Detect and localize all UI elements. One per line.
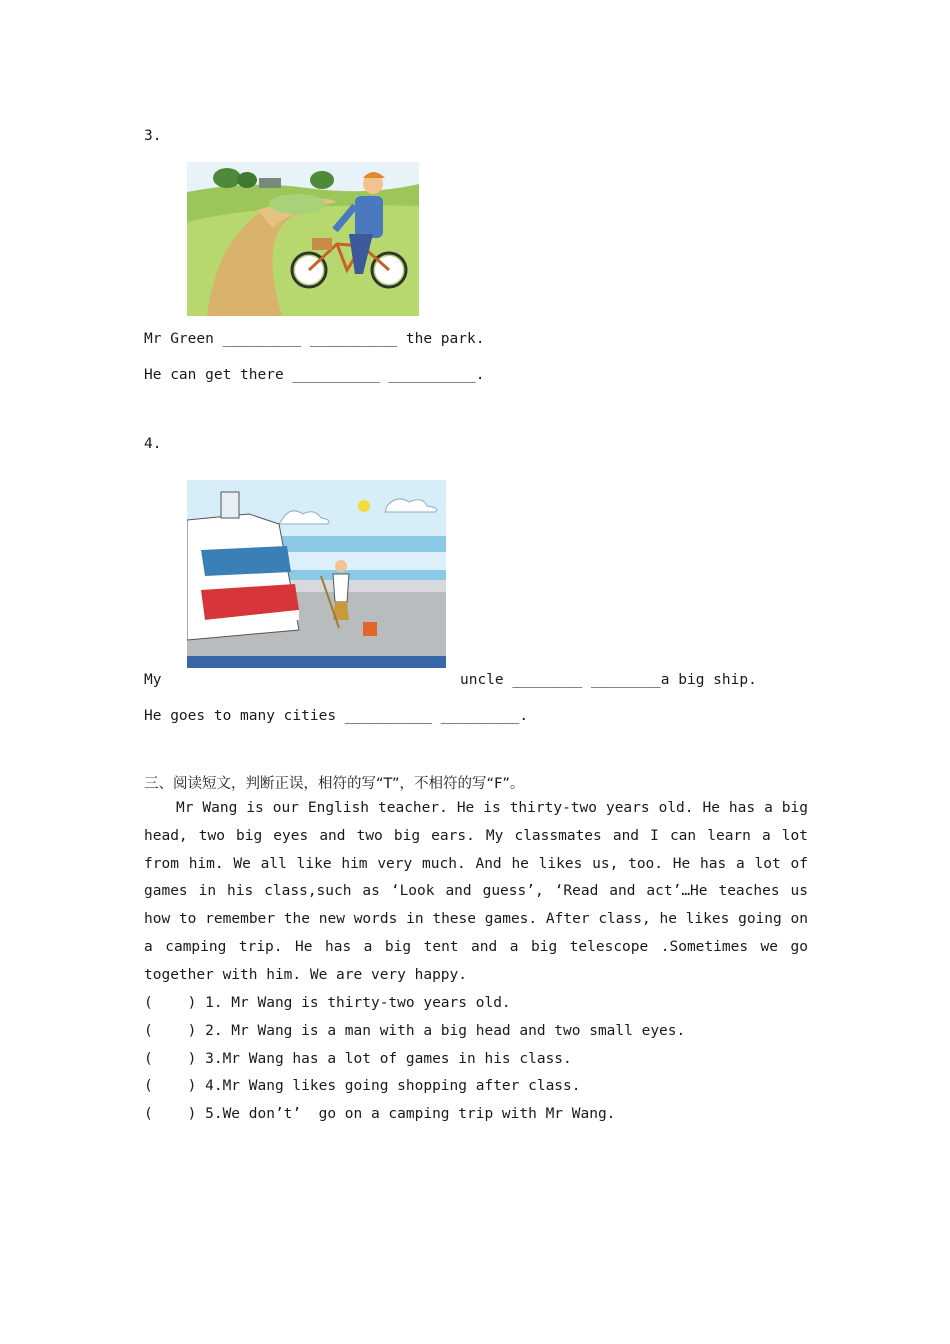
question-item-2: ( ) 2. Mr Wang is a man with a big head and two small eyes. <box>144 1023 686 1039</box>
question-3-number: 3. <box>144 128 162 144</box>
cycling-illustration <box>187 162 419 316</box>
question-4-line-2: He goes to many cities __________ _________. <box>144 708 529 724</box>
section-3-heading: 三、阅读短文，判断正误，相符的写“T”，不相符的写“F”。 <box>144 776 525 792</box>
reading-passage-text: Mr Wang is our English teacher. He is thirty-two years old. He has a big head, two big eyes and two big ears. My classmates and I can learn a lot from him. We all like him very much. And he likes us, too. He has a lot of games in his class,such as ‘Look and guess’, ‘Read and act’…He teaches us how to remember the new words in these games. After class, he likes going on a camping trip. He has a big tent and a big telescope .Sometimes we go together with him. We are very happy. <box>144 800 808 983</box>
ship-illustration <box>187 480 446 668</box>
question-3-line-1: Mr Green _________ __________ the park. <box>144 331 485 347</box>
question-item-5: ( ) 5.We don’t’ go on a camping trip with Mr Wang. <box>144 1106 616 1122</box>
question-4-line-1-end: uncle ________ ________a big ship. <box>460 672 757 688</box>
question-4-line-1-start: My <box>144 672 162 688</box>
reading-passage <box>144 795 808 990</box>
question-item-3: ( ) 3.Mr Wang has a lot of games in his class. <box>144 1051 572 1067</box>
question-3-line-2: He can get there __________ __________. <box>144 367 485 383</box>
question-item-1: ( ) 1. Mr Wang is thirty-two years old. <box>144 995 511 1011</box>
question-4-number: 4. <box>144 436 162 452</box>
question-item-4: ( ) 4.Mr Wang likes going shopping after class. <box>144 1078 581 1094</box>
